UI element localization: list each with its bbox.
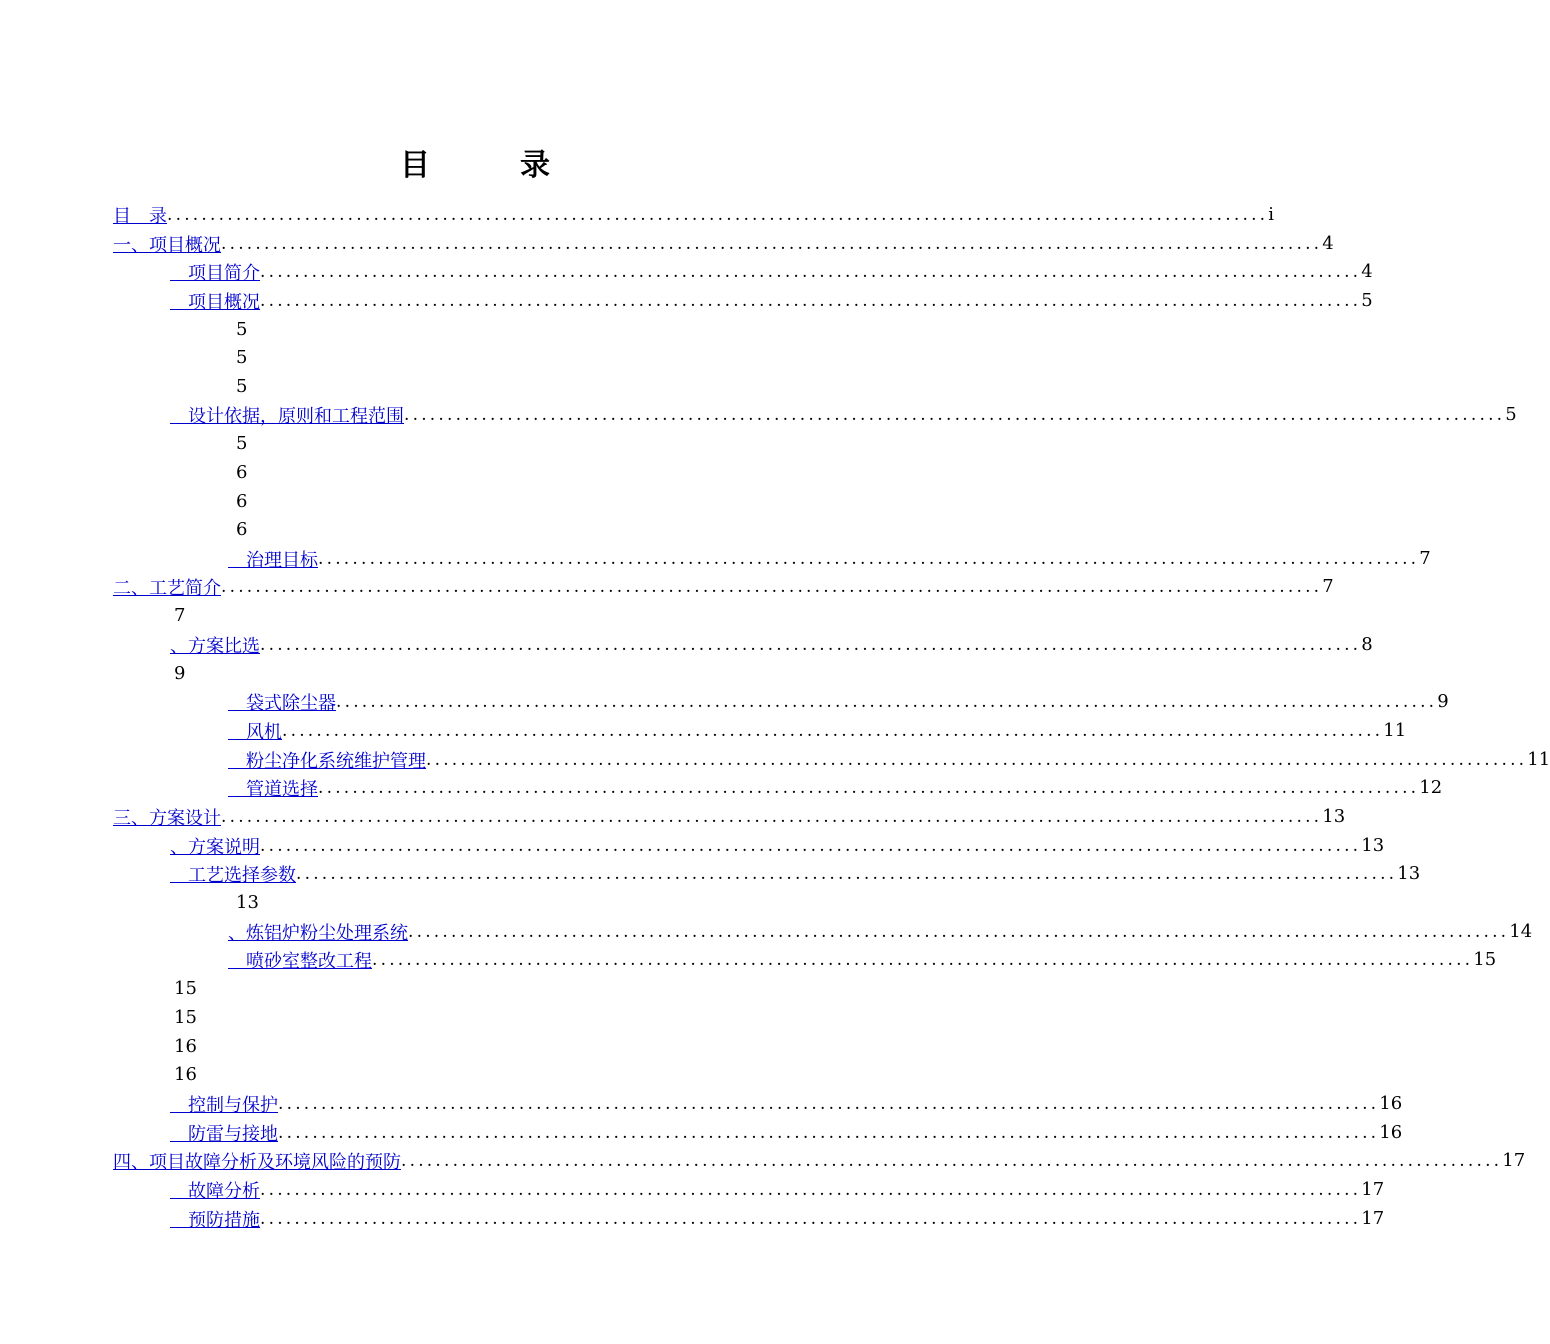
toc-page-number: 4 <box>1361 261 1373 282</box>
toc-entry[interactable] <box>170 1089 1403 1118</box>
toc-entry-link[interactable]: 控制与保护 <box>170 1094 278 1116</box>
toc-entry-link[interactable]: 风机 <box>228 721 282 743</box>
toc-entry-link[interactable]: 防雷与接地 <box>170 1123 278 1145</box>
toc-entry-link[interactable]: 工艺选择参数 <box>170 864 296 886</box>
toc-entry[interactable] <box>170 286 1373 315</box>
dot-leader: ................................................................................................................................ <box>318 777 1420 798</box>
toc-page-number: 4 <box>1322 233 1334 254</box>
orphan-page-number: 6 <box>236 462 248 483</box>
orphan-page-number: 5 <box>236 319 248 340</box>
dot-leader: ................................................................................................................................ <box>372 949 1474 970</box>
toc-page-number: 13 <box>1322 806 1346 827</box>
toc-entry[interactable] <box>113 1146 1526 1175</box>
orphan-page-number: 5 <box>236 376 248 397</box>
toc-entry-link[interactable]: 项目简介 <box>170 262 260 284</box>
dot-leader: ................................................................................................................................ <box>336 691 1438 712</box>
toc-page-number: 5 <box>1505 404 1517 425</box>
toc-entry-link[interactable]: 、方案比选 <box>170 635 260 657</box>
toc-page-number: 12 <box>1419 777 1443 798</box>
toc-entry[interactable] <box>228 773 1443 802</box>
toc-entry[interactable] <box>228 745 1550 774</box>
dot-leader: ................................................................................................................................ <box>167 204 1269 225</box>
toc-page-number: 13 <box>1397 863 1421 884</box>
toc-page-number: 14 <box>1509 921 1533 942</box>
toc-page-number: 11 <box>1383 720 1407 741</box>
toc-entry[interactable] <box>228 945 1497 974</box>
orphan-page-number: 6 <box>236 491 248 512</box>
dot-leader: ................................................................................................................................ <box>318 548 1420 569</box>
toc-page-number: 17 <box>1361 1179 1385 1200</box>
dot-leader: ................................................................................................................................ <box>260 1208 1362 1229</box>
dot-leader: ................................................................................................................................ <box>260 634 1362 655</box>
toc-entry[interactable] <box>170 630 1373 659</box>
toc-page-number: 7 <box>1419 548 1431 569</box>
toc-entry-link[interactable]: 预防措施 <box>170 1209 260 1231</box>
dot-leader: ................................................................................................................................ <box>282 720 1384 741</box>
toc-page-number: 9 <box>1437 691 1449 712</box>
toc-entry-link[interactable]: 设计依据，原则和工程范围 <box>170 405 404 427</box>
dot-leader: ................................................................................................................................ <box>404 404 1506 425</box>
toc-entry[interactable] <box>170 831 1385 860</box>
toc-entry[interactable] <box>113 229 1334 258</box>
toc-entry-link[interactable]: 目 录 <box>113 205 167 227</box>
orphan-page-number: 7 <box>174 605 186 626</box>
toc-page-number: 11 <box>1527 749 1550 770</box>
dot-leader: ................................................................................................................................ <box>408 921 1510 942</box>
toc-page-number: 15 <box>1473 949 1497 970</box>
toc-entry-link[interactable]: 故障分析 <box>170 1180 260 1202</box>
toc-entry-link[interactable]: 项目概况 <box>170 291 260 313</box>
orphan-page-number: 5 <box>236 347 248 368</box>
toc-entry[interactable] <box>228 687 1449 716</box>
toc-title: 目 录 <box>400 148 580 183</box>
toc-entry[interactable] <box>113 200 1275 229</box>
toc-entry[interactable] <box>113 802 1346 831</box>
dot-leader: ................................................................................................................................ <box>260 1179 1362 1200</box>
toc-entry-link[interactable]: 三、方案设计 <box>113 807 221 829</box>
toc-entry[interactable] <box>228 716 1407 745</box>
orphan-page-number: 6 <box>236 519 248 540</box>
toc-entry[interactable] <box>228 544 1431 573</box>
toc-entry[interactable] <box>170 400 1517 429</box>
dot-leader: ................................................................................................................................ <box>278 1093 1380 1114</box>
dot-leader: ................................................................................................................................ <box>401 1150 1503 1171</box>
dot-leader: ................................................................................................................................ <box>260 835 1362 856</box>
orphan-page-number: 15 <box>174 978 197 999</box>
toc-entry-link[interactable]: 治理目标 <box>228 549 318 571</box>
toc-entry[interactable] <box>228 917 1533 946</box>
toc-page-number: 13 <box>1361 835 1385 856</box>
toc-entry-link[interactable]: 一、项目概况 <box>113 234 221 256</box>
toc-entry[interactable] <box>170 1175 1385 1204</box>
toc-page-number: 8 <box>1361 634 1373 655</box>
dot-leader: ................................................................................................................................ <box>221 233 1323 254</box>
toc-entry-link[interactable]: 粉尘净化系统维护管理 <box>228 750 426 772</box>
dot-leader: ................................................................................................................................ <box>260 261 1362 282</box>
orphan-page-number: 15 <box>174 1007 197 1028</box>
dot-leader: ................................................................................................................................ <box>260 290 1362 311</box>
toc-entry-link[interactable]: 、炼铝炉粉尘处理系统 <box>228 922 408 944</box>
orphan-page-number: 5 <box>236 433 248 454</box>
toc-page-number: 7 <box>1322 576 1334 597</box>
toc-entry-link[interactable]: 、方案说明 <box>170 836 260 858</box>
dot-leader: ................................................................................................................................ <box>278 1122 1380 1143</box>
toc-entry-link[interactable]: 二、工艺简介 <box>113 577 221 599</box>
dot-leader: ................................................................................................................................ <box>426 749 1528 770</box>
toc-entry-link[interactable]: 管道选择 <box>228 778 318 800</box>
toc-page-number: 17 <box>1361 1208 1385 1229</box>
dot-leader: ................................................................................................................................ <box>296 863 1398 884</box>
orphan-page-number: 9 <box>174 663 186 684</box>
toc-page-number: 5 <box>1361 290 1373 311</box>
dot-leader: ................................................................................................................................ <box>221 576 1323 597</box>
toc-entry-link[interactable]: 袋式除尘器 <box>228 692 336 714</box>
toc-entry-link[interactable]: 喷砂室整改工程 <box>228 950 372 972</box>
orphan-page-number: 16 <box>174 1064 197 1085</box>
toc-page-number: 16 <box>1379 1093 1403 1114</box>
toc-entry[interactable] <box>170 1118 1403 1147</box>
toc-entry[interactable] <box>113 572 1334 601</box>
toc-entry[interactable] <box>170 1204 1385 1233</box>
toc-entry[interactable] <box>170 257 1373 286</box>
toc-entry[interactable] <box>170 859 1421 888</box>
orphan-page-number: 13 <box>236 892 259 913</box>
toc-entry-link[interactable]: 四、项目故障分析及环境风险的预防 <box>113 1151 401 1173</box>
toc-page-number: 16 <box>1379 1122 1403 1143</box>
toc-page-number: 17 <box>1502 1150 1526 1171</box>
dot-leader: ................................................................................................................................ <box>221 806 1323 827</box>
toc-page-number: i <box>1268 204 1275 225</box>
orphan-page-number: 16 <box>174 1036 197 1057</box>
